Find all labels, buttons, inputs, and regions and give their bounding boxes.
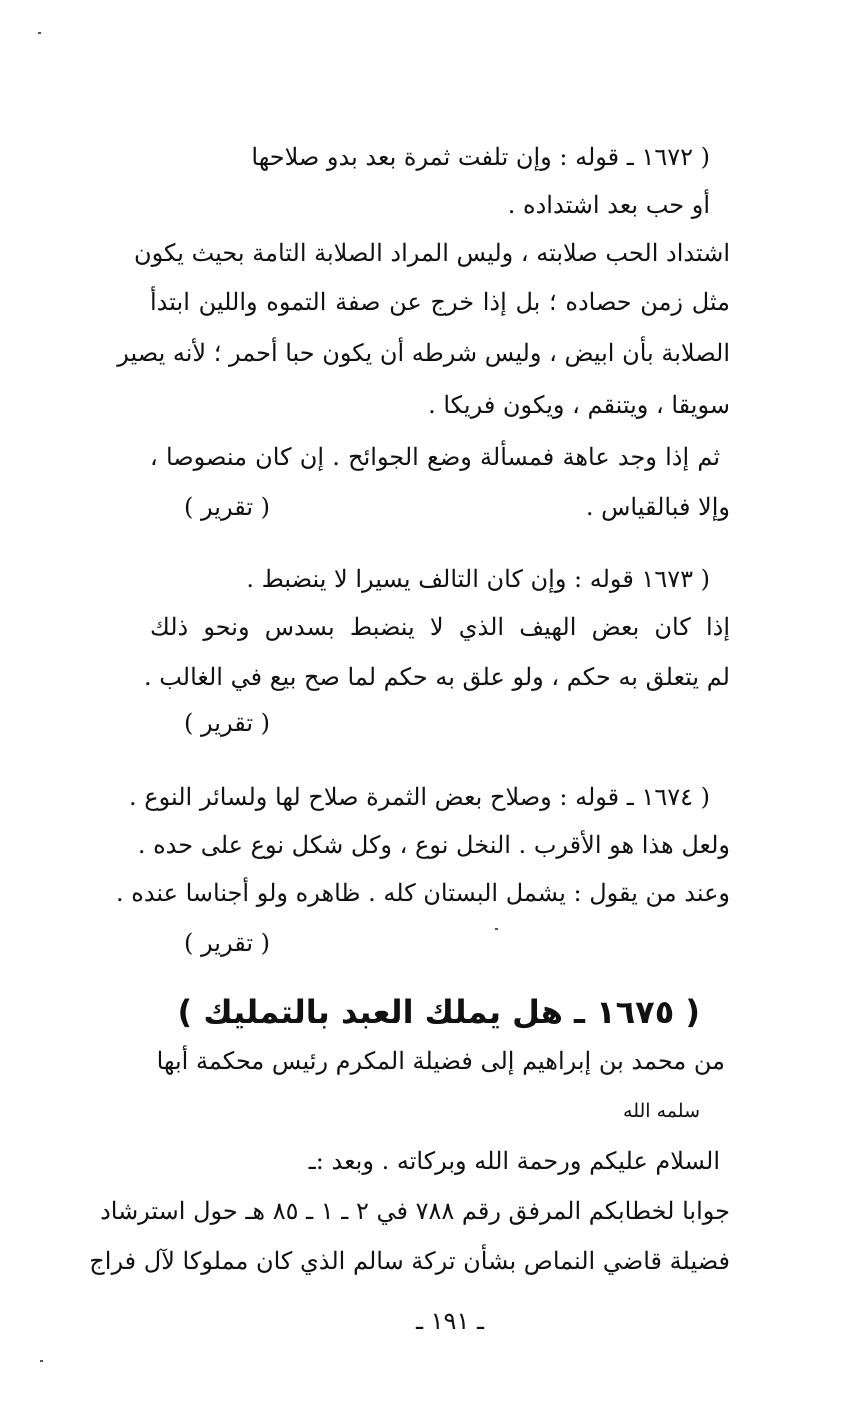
signature-taqrir: ( تقرير ) <box>184 929 270 957</box>
paragraph-line: سويقا ، ويتنقم ، ويكون فريكا . <box>428 391 730 419</box>
paragraph-line: فضيلة قاضي النماص بشأن تركة سالم الذي كان مملوكا لآل فراج <box>89 1247 730 1275</box>
entry-1673-heading: ( ١٦٧٣ قوله : وإن كان التالف يسيرا لا ينضبط . <box>246 565 710 593</box>
paragraph-line: وعند من يقول : يشمل البستان كله . ظاهره ولو أجناسا عنده . <box>115 879 730 907</box>
paragraph-line: مثل زمن حصاده ؛ بل إذا خرج عن صفة التموه واللين ابتدأ <box>150 288 730 316</box>
letter-greeting: السلام عليكم ورحمة الله وبركاته . وبعد :ـ <box>308 1147 720 1175</box>
scan-speck <box>495 928 498 930</box>
scan-speck <box>38 32 41 34</box>
paragraph-line: وإلا فبالقياس . <box>585 493 730 521</box>
paragraph-line: ولعل هذا هو الأقرب . النخل نوع ، وكل شكل نوع على حده . <box>137 831 730 859</box>
page-number: ـ ١٩١ ـ <box>415 1307 484 1335</box>
paragraph-line: إذا كان بعض الهيف الذي لا ينضبط بسدس ونحو ذلك <box>150 613 731 641</box>
paragraph-line: ثم إذا وجد عاهة فمسألة وضع الجوائح . إن كان منصوصا ، <box>150 443 720 471</box>
entry-1674-heading: ( ١٦٧٤ ـ قوله : وصلاح بعض الثمرة صلاح لها ولسائر النوع . <box>129 783 710 811</box>
signature-taqrir: ( تقرير ) <box>184 709 270 737</box>
scan-speck <box>40 1360 43 1362</box>
paragraph-line: اشتداد الحب صلابته ، وليس المراد الصلابة التامة بحيث يكون <box>134 239 730 267</box>
entry-1672-heading: ( ١٦٧٢ ـ قوله : وإن تلفت ثمرة بعد بدو صلاحها <box>251 143 710 171</box>
letter-from-line: من محمد بن إبراهيم إلى فضيلة المكرم رئيس محكمة أبها <box>156 1047 725 1075</box>
paragraph-line: الصلابة بأن ابيض ، وليس شرطه أن يكون حبا أحمر ؛ لأنه يصير <box>117 339 730 367</box>
letter-salutation: سلمه الله <box>623 1100 700 1122</box>
entry-1672-heading-cont: أو حب بعد اشتداده . <box>507 191 710 219</box>
signature-taqrir: ( تقرير ) <box>184 493 270 521</box>
paragraph-line: جوابا لخطابكم المرفق رقم ٧٨٨ في ٢ ـ ١ ـ ٨٥ هـ حول استرشاد <box>100 1197 730 1225</box>
section-1675-heading: ( ١٦٧٥ ـ هل يملك العبد بالتمليك ) <box>177 993 700 1031</box>
paragraph-line: لم يتعلق به حكم ، ولو علق به حكم لما صح بيع في الغالب . <box>143 663 730 691</box>
